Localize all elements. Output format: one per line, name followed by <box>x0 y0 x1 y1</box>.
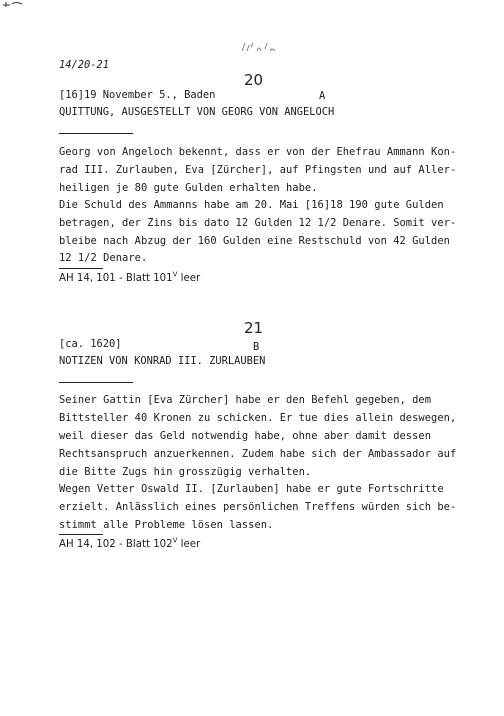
doc21-line: stimmt alle Probleme lösen lassen. <box>59 519 274 531</box>
doc21-line: die Bitte Zugs hin grosszügig verhalten. <box>59 466 312 478</box>
doc21-variant: B <box>253 341 260 353</box>
corner-scan-mark <box>2 0 24 8</box>
doc20-source-tail: leer <box>177 273 201 284</box>
doc21-source-text: AH 14, 102 - Blatt 102 <box>59 539 173 550</box>
handwritten-pencil-note <box>239 37 279 57</box>
doc21-line: Seiner Gattin [Eva Zürcher] habe er den Befehl gegeben, dem <box>59 394 432 406</box>
doc20-line: bleibe nach Abzug der 160 Gulden eine Restschuld von 42 Gulden <box>59 235 450 247</box>
doc21-line: Wegen Vetter Oswald II. [Zurlauben] habe er gute Fortschritte <box>59 483 444 495</box>
doc20-source-rule <box>59 268 103 269</box>
document-number-21: 21 <box>244 319 264 337</box>
doc21-line: weil dieser das Geld notwendig habe, ohne aber damit dessen <box>59 430 432 442</box>
archive-reference: 14/20-21 <box>59 59 110 71</box>
doc21-source-tail: leer <box>177 539 201 550</box>
doc21-title-rule <box>59 382 133 383</box>
doc20-line: 12 1/2 Denare. <box>59 252 148 264</box>
doc20-date-place: [16]19 November 5., Baden <box>59 89 216 101</box>
doc20-line: rad III. Zurlauben, Eva [Zürcher], auf Pfingsten und auf Aller- <box>59 164 457 176</box>
doc21-line: Rechtsanspruch anzuerkennen. Zudem habe sich der Ambassador auf <box>59 448 457 460</box>
doc20-source-sup: V <box>172 270 178 279</box>
doc21-line: erzielt. Anlässlich eines persönlichen Treffens würden sich be- <box>59 501 457 513</box>
doc21-source <box>59 536 201 550</box>
doc20-line: Die Schuld des Ammanns habe am 20. Mai [16]18 190 gute Gulden <box>59 199 444 211</box>
doc21-source-rule <box>59 534 103 535</box>
doc20-title: QUITTUNG, AUSGESTELLT VON GEORG VON ANGELOCH <box>59 106 335 118</box>
doc20-line: heiligen je 80 gute Gulden erhalten habe. <box>59 182 318 194</box>
doc21-date-place: [ca. 1620] <box>59 338 122 350</box>
doc21-title: NOTIZEN VON KONRAD III. ZURLAUBEN <box>59 355 266 367</box>
doc20-line: Georg von Angeloch bekennt, dass er von der Ehefrau Ammann Kon- <box>59 146 457 158</box>
doc21-source-sup: V <box>172 536 178 545</box>
document-number-20: 20 <box>244 71 264 89</box>
doc20-source-text: AH 14, 101 - Blatt 101 <box>59 273 173 284</box>
doc20-source <box>59 270 201 284</box>
doc21-line: Bittsteller 40 Kronen zu schicken. Er tue dies allein deswegen, <box>59 412 457 424</box>
doc20-line: betragen, der Zins bis dato 12 Gulden 12 1/2 Denare. Somit ver- <box>59 217 457 229</box>
doc20-title-rule <box>59 133 133 134</box>
doc20-variant: A <box>319 90 326 102</box>
